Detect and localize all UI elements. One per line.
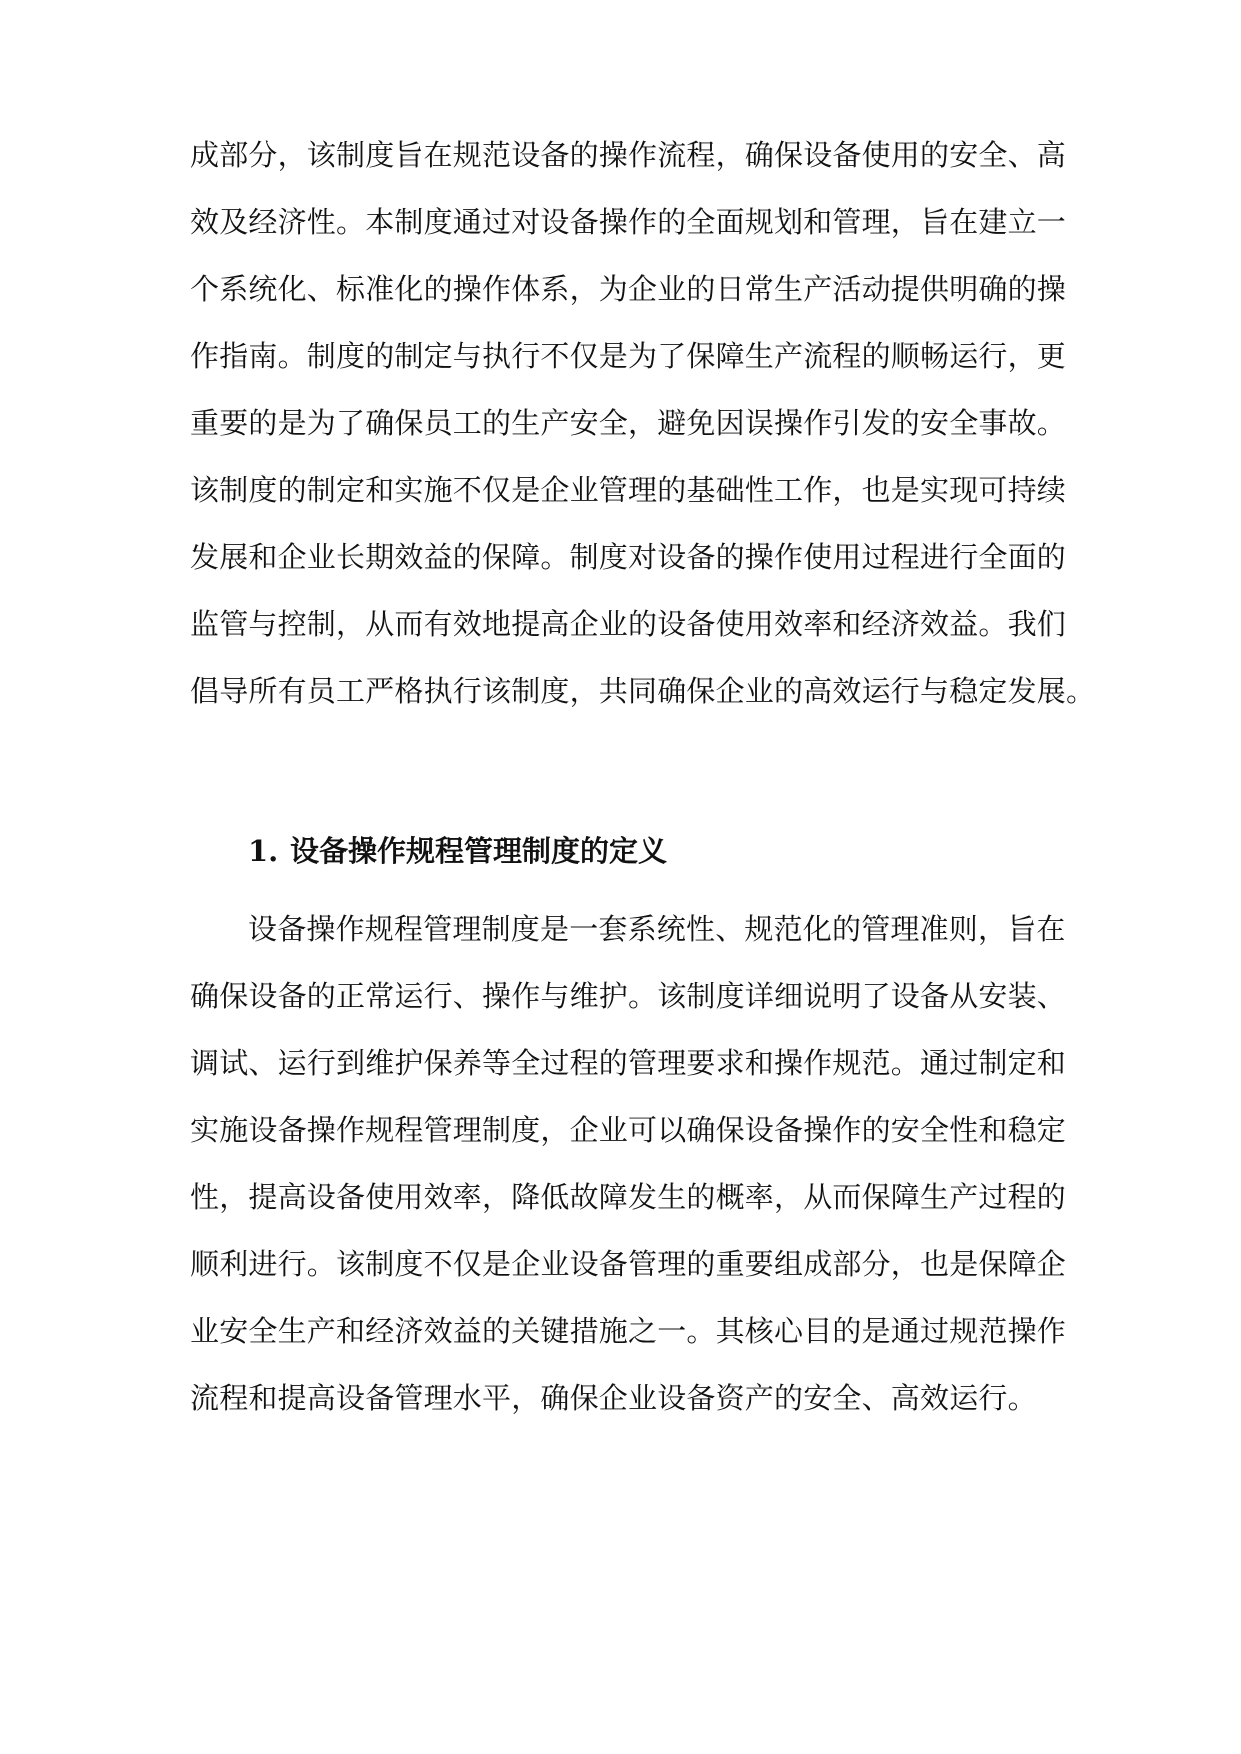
section-title: 设备操作规程管理制度的定义 bbox=[290, 834, 668, 868]
text-line: 重要的是为了确保员工的生产安全，避免因误操作引发的安全事故。 bbox=[190, 406, 1067, 440]
text-line: 监管与控制，从而有效地提高企业的设备使用效率和经济效益。我们 bbox=[190, 607, 1067, 641]
text-line: 性，提高设备使用效率，降低故障发生的概率，从而保障生产过程的 bbox=[190, 1180, 1067, 1214]
section-number: 1. bbox=[248, 834, 279, 868]
text-line: 个系统化、标准化的操作体系，为企业的日常生产活动提供明确的操 bbox=[190, 272, 1067, 306]
text-line: 调试、运行到维护保养等全过程的管理要求和操作规范。通过制定和 bbox=[190, 1046, 1067, 1080]
text-line: 实施设备操作规程管理制度，企业可以确保设备操作的安全性和稳定 bbox=[190, 1113, 1067, 1147]
text-line: 顺利进行。该制度不仅是企业设备管理的重要组成部分，也是保障企 bbox=[190, 1247, 1067, 1281]
text-line: 效及经济性。本制度通过对设备操作的全面规划和管理，旨在建立一 bbox=[190, 205, 1067, 239]
text-line: 业安全生产和经济效益的关键措施之一。其核心目的是通过规范操作 bbox=[190, 1314, 1067, 1348]
text-line: 流程和提高设备管理水平，确保企业设备资产的安全、高效运行。 bbox=[190, 1381, 1037, 1415]
text-line: 发展和企业长期效益的保障。制度对设备的操作使用过程进行全面的 bbox=[190, 540, 1067, 574]
text-line: 该制度的制定和实施不仅是企业管理的基础性工作，也是实现可持续 bbox=[190, 473, 1067, 507]
text-line: 确保设备的正常运行、操作与维护。该制度详细说明了设备从安装、 bbox=[190, 979, 1067, 1013]
section-heading bbox=[248, 831, 667, 871]
text-line: 成部分，该制度旨在规范设备的操作流程，确保设备使用的安全、高 bbox=[190, 138, 1067, 172]
text-line: 倡导所有员工严格执行该制度，共同确保企业的高效运行与稳定发展。 bbox=[190, 674, 1096, 708]
text-line: 作指南。制度的制定与执行不仅是为了保障生产流程的顺畅运行，更 bbox=[190, 339, 1067, 373]
text-line: 设备操作规程管理制度是一套系统性、规范化的管理准则，旨在 bbox=[248, 912, 1066, 946]
